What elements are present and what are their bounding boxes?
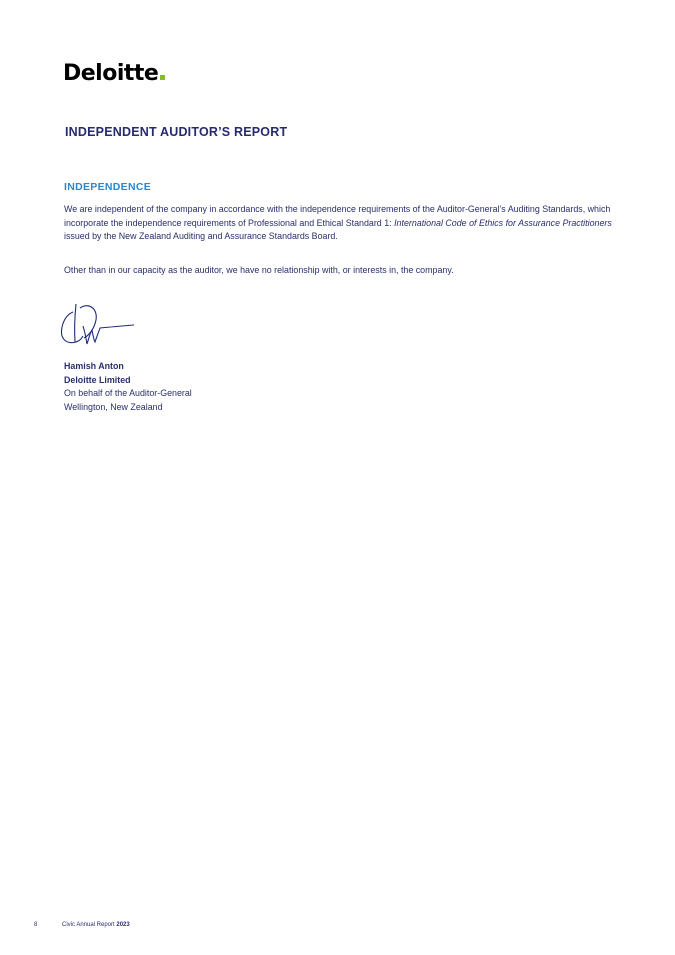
auditor-signature [58, 300, 140, 350]
footer-publication: Civic Annual Report [62, 922, 115, 928]
section-heading-independence: INDEPENDENCE [64, 181, 152, 193]
relationship-paragraph: Other than in our capacity as the auditor, we have no relationship with, or interests in, the company. [64, 265, 454, 275]
footer-year: 2023 [116, 922, 130, 928]
signatory-name: Hamish Anton [64, 361, 124, 371]
signatory-location: Wellington, New Zealand [64, 401, 163, 412]
signatory-firm: Deloitte Limited [64, 374, 131, 385]
paragraph1-italic-citation: International Code of Ethics for Assurance Practitioners [394, 217, 612, 228]
paragraph1-text-end: issued by the New Zealand Auditing and Assurance Standards Board. [64, 231, 338, 242]
deloitte-logo [63, 61, 165, 86]
independence-paragraph [64, 203, 619, 244]
signatory-role: On behalf of the Auditor-General [64, 388, 192, 399]
page-footer [34, 922, 130, 928]
paragraph1-text: We are independent of the company in accordance with the independence requirements of the Auditor-General’s Auditing Standards, which incorporate the independence requirements of Professional and Ethical Standard 1: [64, 204, 611, 228]
report-title: INDEPENDENT AUDITOR’S REPORT [65, 125, 288, 139]
logo-text: Deloitte [63, 61, 159, 86]
page-number: 8 [34, 922, 38, 928]
signature-block [64, 360, 192, 414]
logo-green-dot [160, 75, 165, 80]
